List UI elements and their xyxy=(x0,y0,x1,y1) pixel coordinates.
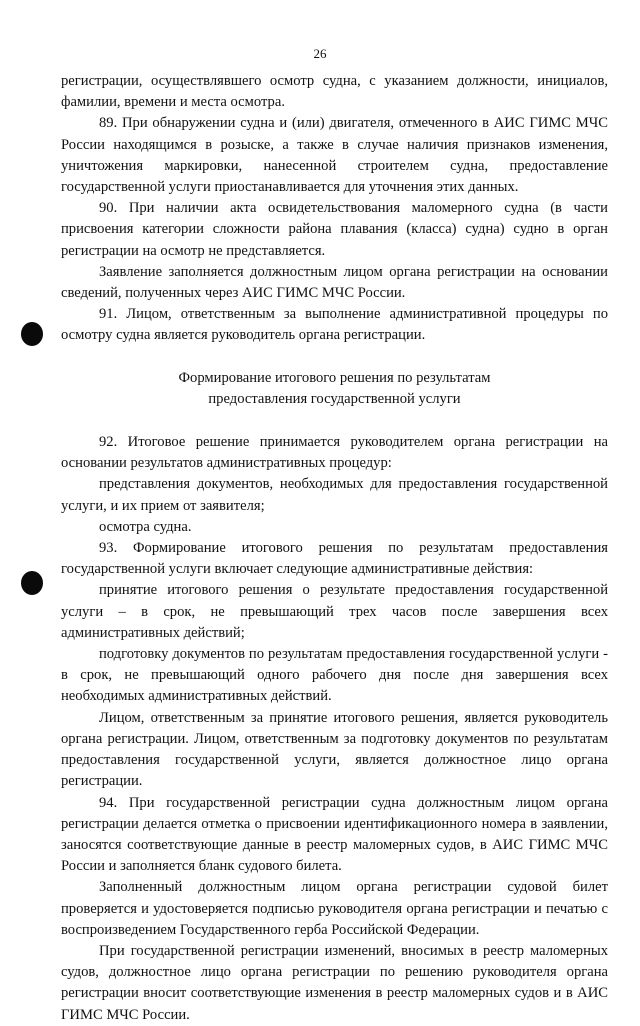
punch-hole-mark xyxy=(21,571,43,595)
paragraph: 93. Формирование итогового решения по результатам предоставления государственной услуги включает следующие административные действия: xyxy=(61,540,608,578)
paragraph: 91. Лицом, ответственным за выполнение административной процедуры по осмотру судна является руководитель органа регистрации. xyxy=(61,306,608,344)
paragraph: подготовку документов по результатам предоставления государственной услуги - в срок, не превышающий одного рабочего дня после дня завершения всех необходимых административных действий. xyxy=(61,646,608,705)
section-heading-line: Формирование итогового решения по результатам xyxy=(178,369,491,386)
punch-hole-mark xyxy=(21,322,43,346)
paragraph: осмотра судна. xyxy=(99,518,192,535)
paragraph: принятие итогового решения о результате предоставления государственной услуги – в срок, не превышающий трех часов после завершения всех административных действий; xyxy=(61,582,608,641)
paragraph: регистрации, осуществлявшего осмотр судна, с указанием должности, инициалов, фамилии, времени и места осмотра. xyxy=(61,73,608,111)
paragraph: Заполненный должностным лицом органа регистрации судовой билет проверяется и удостоверяется подписью руководителя органа регистрации и печатью с воспроизведением Государственного герба Российской Федерации. xyxy=(61,879,608,938)
section-heading-line: предоставления государственной услуги xyxy=(208,390,461,407)
paragraph: представления документов, необходимых для предоставления государственной услуги, и их прием от заявителя; xyxy=(61,476,608,514)
document-body xyxy=(61,71,608,1026)
paragraph: Заявление заполняется должностным лицом органа регистрации на основании сведений, полученных через АИС ГИМС МЧС России. xyxy=(61,263,608,302)
paragraph: 89. При обнаружении судна и (или) двигателя, отмеченного в АИС ГИМС МЧС России находящимся в розыске, а также в случае наличия признаков изменения, уничтожения маркировки, нанесенной строителем судна, предоставление государственной услуги приостанавливается для уточнения этих данных. xyxy=(61,115,608,196)
paragraph: 92. Итоговое решение принимается руководителем органа регистрации на основании результатов административных процедур: xyxy=(61,434,608,472)
paragraph: 90. При наличии акта освидетельствования маломерного судна (в части присвоения категории сложности района плавания (класса) судна) судно в орган регистрации на осмотр не представляется. xyxy=(61,200,608,259)
section-heading xyxy=(61,368,608,410)
paragraph: 94. При государственной регистрации судна должностным лицом органа регистрации делается отметка о присвоении идентификационного номера в заявлении, заносятся соответствующие данные в реестр маломерных судов, в АИС ГИМС МЧС России и заполняется бланк судового билета. xyxy=(61,794,608,875)
paragraph: Лицом, ответственным за принятие итогового решения, является руководитель органа регистрации. Лицом, ответственным за подготовку документов по результатам предоставления государственной услуги, является должностное лицо органа регистрации. xyxy=(61,709,608,790)
paragraph: При государственной регистрации изменений, вносимых в реестр маломерных судов, должностное лицо органа регистрации по решению руководителя органа регистрации вносит соответствующие изменения в реестр маломерных судов и в АИС ГИМС МЧС России. xyxy=(61,942,608,1023)
page-number: 26 xyxy=(313,46,327,61)
